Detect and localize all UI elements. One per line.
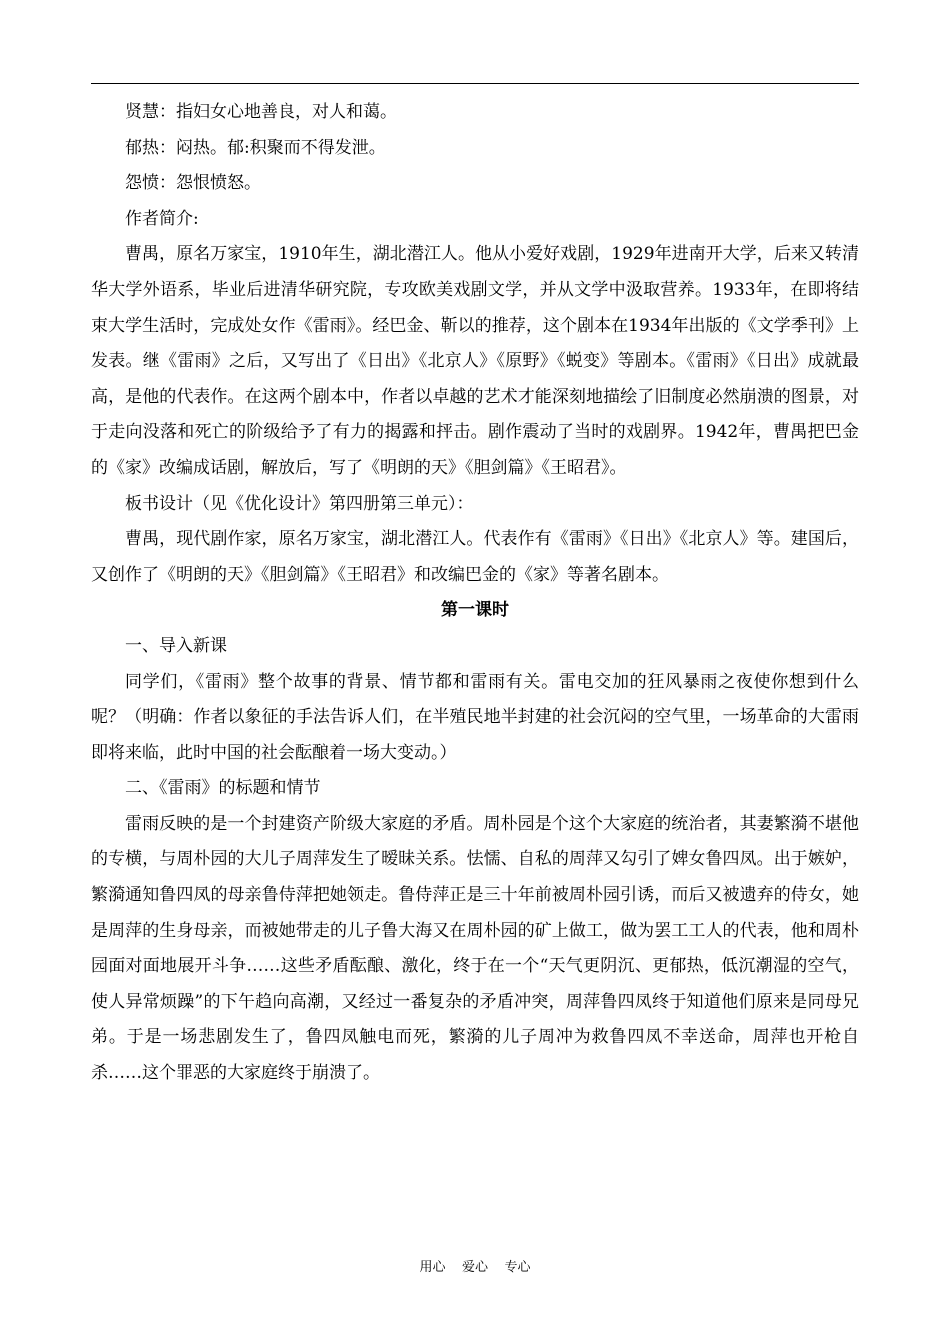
author-biography: 曹禺，原名万家宝，1910年生，湖北潜江人。他从小爱好戏剧，1929年进南开大学，后来又转清华大学外语系，毕业后进清华研究院，专攻欧美戏剧文学，并从文学中汲取营养。1933年，在即将结束大学生活时，完成处女作《雷雨》。经巴金、靳以的推荐，这个剧本在1934年出版的《文学季刊》上发表。继《雷雨》之后，又写出了《日出》《北京人》《原野》《蜕变》等剧本。《雷雨》《日出》成就最高，是他的代表作。在这两个剧本中，作者以卓越的艺术才能深刻地描绘了旧制度必然崩溃的图景，对于走向没落和死亡的阶级给予了有力的揭露和抨击。剧作震动了当时的戏剧界。1942年，曹禺把巴金的《家》改编成话剧，解放后，写了《明朗的天》《胆剑篇》《王昭君》。	[91, 244, 859, 478]
document-page	[91, 0, 859, 1344]
definition-yuanfen: 怨愤：怨恨愤怒。	[125, 173, 261, 194]
document-body	[91, 95, 859, 1092]
intro-paragraph: 同学们，《雷雨》整个故事的背景、情节都和雷雨有关。雷电交加的狂风暴雨之夜使你想到什么呢？（明确：作者以象征的手法告诉人们，在半殖民地半封建的社会沉闷的空气里，一场革命的大雷雨即将来临，此时中国的社会酝酿着一场大变动。）	[91, 671, 859, 763]
blackboard-design-label: 板书设计（见《优化设计》第四册第三单元）：	[125, 493, 474, 514]
subsection-title-plot-heading: 二、《雷雨》的标题和情节	[125, 778, 321, 799]
author-intro-label: 作者简介:	[125, 208, 199, 229]
header-rule	[91, 83, 859, 84]
plot-paragraph: 雷雨反映的是一个封建资产阶级大家庭的矛盾。周朴园是个这个大家庭的统治者，其妻繁漪不堪他的专横，与周朴园的大儿子周萍发生了暧昧关系。怯懦、自私的周萍又勾引了婢女鲁四凤。出于嫉妒，繁漪通知鲁四凤的母亲鲁侍萍把她领走。鲁侍萍正是三十年前被周朴园引诱，而后又被遗弃的侍女，她是周萍的生身母亲，而被她带走的儿子鲁大海又在周朴园的矿上做工，做为罢工工人的代表，他和周朴园面对面地展开斗争……这些矛盾酝酿、激化，终于在一个“天气更阴沉、更郁热，低沉潮湿的空气，使人异常烦躁”的下午趋向高潮，又经过一番复杂的矛盾冲突，周萍鲁四凤终于知道他们原来是同母兄弟。于是一场悲剧发生了，鲁四凤触电而死，繁漪的儿子周冲为救鲁四凤不幸送命，周萍也开枪自杀……这个罪恶的大家庭终于崩溃了。	[91, 813, 859, 1084]
blackboard-design-content: 曹禺，现代剧作家，原名万家宝，湖北潜江人。代表作有《雷雨》《日出》《北京人》等。建国后，又创作了《明朗的天》《胆剑篇》《王昭君》和改编巴金的《家》等著名剧本。	[91, 529, 859, 585]
definition-xianhui: 贤慧：指妇女心地善良，对人和蔼。	[125, 102, 397, 122]
page-footer: 用心 爱心 专心	[419, 1260, 531, 1275]
section-heading: 第一课时	[441, 600, 509, 621]
subsection-intro-heading: 一、导入新课	[125, 635, 227, 656]
definition-yure: 郁热：闷热。郁:积聚而不得发泄。	[125, 137, 386, 158]
